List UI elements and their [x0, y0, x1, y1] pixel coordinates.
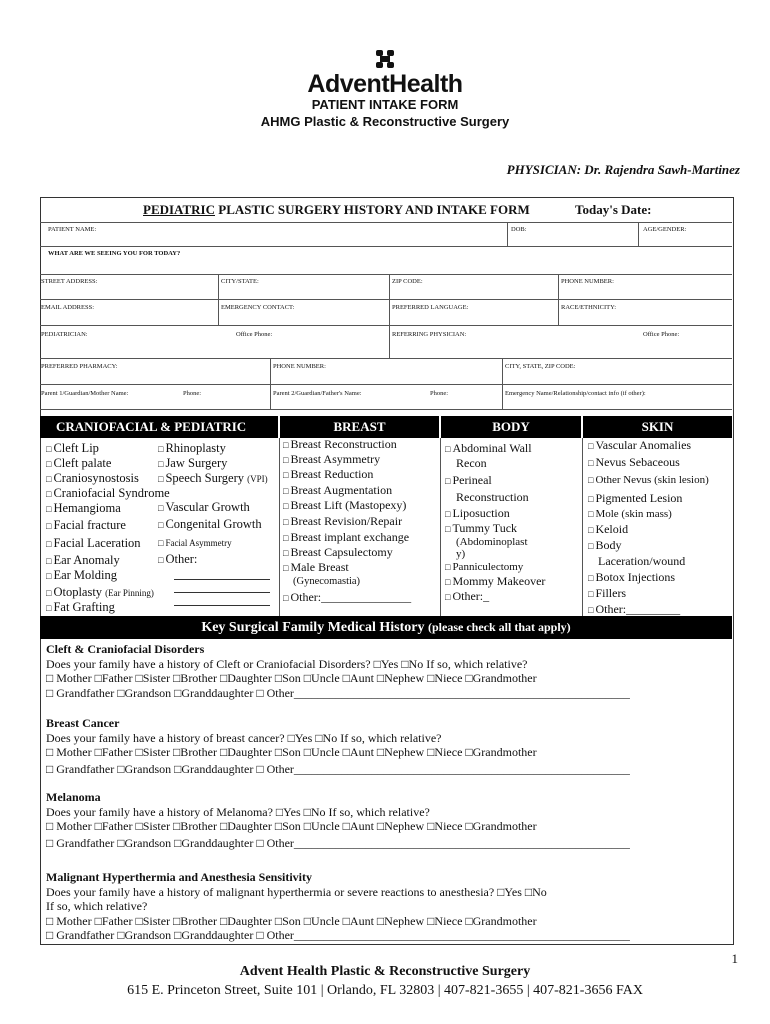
cleft-relatives-row1[interactable]: □ Mother □Father □Sister □Brother □Daughter □Son □Uncle □Aunt □Nephew □Niece □Grandmother — [46, 671, 537, 685]
skin-list — [588, 438, 732, 618]
checkbox-tummy-tuck[interactable]: □ Tummy Tuck — [445, 521, 518, 535]
checkbox-male-breast[interactable]: □ Male Breast — [283, 560, 349, 575]
checkbox-otoplasty[interactable]: □ Otoplasty (Ear Pinning) — [46, 585, 154, 599]
form-subtitle: AHMG Plastic & Reconstructive Surgery — [260, 114, 510, 129]
checkbox-panniculectomy[interactable]: □ Panniculectomy — [445, 561, 524, 573]
parent2-phone-field[interactable]: Phone: — [430, 390, 449, 397]
history-breast-cancer — [46, 716, 630, 776]
family-history-title: Key Surgical Family Medical History — [201, 620, 425, 635]
breast-relatives-row1[interactable]: □ Mother □Father □Sister □Brother □Daughter □Son □Uncle □Aunt □Nephew □Niece □Grandmother — [46, 745, 537, 759]
phone-number-field[interactable]: PHONE NUMBER: — [561, 278, 614, 285]
checkbox-craniofacial-syndrome[interactable]: □ Craniofacial Syndrome — [46, 486, 170, 500]
checkbox-breast-asymmetry[interactable]: □ Breast Asymmetry — [283, 451, 381, 466]
breast-relatives-row2[interactable]: □ Grandfather □Grandson □Granddaughter □ Other________________________________________________________ — [46, 761, 630, 776]
checkbox-liposuction[interactable]: □ Liposuction — [445, 506, 510, 520]
cleft-question[interactable]: Does your family have a history of Cleft or Craniofacial Disorders? □Yes □No If so, which relative? — [46, 656, 528, 671]
cleft-relatives-row2[interactable]: □ Grandfather □Grandson □Granddaughter □ Other________________________________________________________ — [46, 685, 630, 700]
checkbox-cranio-other[interactable]: □ Other: — [158, 552, 198, 566]
physician-label: PHYSICIAN: Dr. Rajendra Sawh-Martinez — [506, 162, 740, 177]
age-gender-field[interactable]: AGE/GENDER: — [643, 226, 687, 233]
title-rest: PLASTIC SURGERY HISTORY AND INTAKE FORM — [215, 202, 530, 217]
craniofacial-list-2 — [158, 441, 278, 606]
section-body: BODY — [441, 416, 581, 438]
history-cleft — [46, 642, 630, 700]
footer-practice-name: Advent Health Plastic & Reconstructive Surgery — [239, 964, 531, 979]
breast-cancer-question[interactable]: Does your family have a history of breast cancer? □Yes □No If so, which relative? — [46, 730, 442, 745]
parent1-phone-field[interactable]: Phone: — [183, 390, 202, 397]
brand-name: AdventHealth — [307, 70, 463, 98]
checkbox-rhinoplasty[interactable]: □ Rhinoplasty — [158, 441, 226, 455]
pediatrician-phone-field[interactable]: Office Phone: — [236, 331, 273, 338]
checkbox-cleft-palate[interactable]: □ Cleft palate — [46, 456, 112, 470]
checkbox-congenital-growth[interactable]: □ Congenital Growth — [158, 517, 262, 531]
melanoma-relatives-row2[interactable]: □ Grandfather □Grandson □Granddaughter □ Other________________________________________________________ — [46, 835, 630, 850]
checkbox-vascular-anomalies[interactable]: □ Vascular Anomalies — [588, 438, 692, 452]
pharmacy-city-field[interactable]: CITY, STATE, ZIP CODE: — [505, 363, 576, 370]
breast-list — [283, 438, 439, 606]
checkbox-body-other[interactable]: □ Other:_ — [445, 589, 490, 603]
checkbox-cleft-lip[interactable]: □ Cleft Lip — [46, 441, 99, 455]
mh-question[interactable]: Does your family have a history of malignant hyperthermia or severe reactions to anesthesia? □Yes □No — [46, 884, 547, 899]
checkbox-facial-asymmetry[interactable]: □ Facial Asymmetry — [158, 538, 232, 548]
race-ethnicity-field[interactable]: RACE/ETHNICITY: — [561, 304, 617, 311]
cleft-title: Cleft & Craniofacial Disorders — [46, 642, 205, 656]
pharmacy-field[interactable]: PREFERRED PHARMACY: — [41, 363, 118, 370]
checkbox-jaw-surgery[interactable]: □ Jaw Surgery — [158, 456, 228, 470]
checkbox-nevus-sebaceous[interactable]: □ Nevus Sebaceous — [588, 455, 680, 470]
perineal-cont: Reconstruction — [456, 490, 529, 504]
section-craniofacial: CRANIOFACIAL & PEDIATRIC — [40, 416, 278, 438]
pharmacy-phone-field[interactable]: PHONE NUMBER: — [273, 363, 326, 370]
checkbox-body-laceration[interactable]: □ Body — [588, 538, 622, 553]
male-breast-note: (Gynecomastia) — [293, 576, 361, 588]
checkbox-keloid[interactable]: □ Keloid — [588, 522, 629, 537]
checkbox-mommy-makeover[interactable]: □ Mommy Makeover — [445, 574, 546, 588]
patient-name-field[interactable]: PATIENT NAME: — [48, 226, 97, 233]
checkbox-abdominal-wall[interactable]: □ Abdominal Wall — [445, 441, 532, 455]
city-state-field[interactable]: CITY/STATE: — [221, 278, 259, 285]
checkbox-breast-reconstruction[interactable]: □ Breast Reconstruction — [283, 437, 397, 451]
mh-relatives-row1[interactable]: □ Mother □Father □Sister □Brother □Daughter □Son □Uncle □Aunt □Nephew □Niece □Grandmother — [46, 913, 537, 928]
parent2-name-field[interactable]: Parent 2/Guardian/Father's Name: — [273, 390, 362, 397]
family-history-note: (please check all that apply) — [428, 620, 571, 634]
mh-relatives-row2[interactable]: □ Grandfather □Grandson □Granddaughter □ Other________________________________________________________ — [46, 928, 630, 942]
checkbox-facial-laceration[interactable]: □ Facial Laceration — [46, 536, 141, 550]
title-pediatric: PEDIATRIC — [143, 202, 215, 217]
checkbox-breast-revision[interactable]: □ Breast Revision/Repair — [283, 513, 403, 528]
checkbox-perineal[interactable]: □ Perineal — [445, 473, 492, 487]
todays-date-label: Today's Date: — [575, 202, 652, 217]
preferred-language-field[interactable]: PREFERRED LANGUAGE: — [392, 304, 469, 311]
checkbox-facial-fracture[interactable]: □ Facial fracture — [46, 518, 126, 532]
emergency-contact-field[interactable]: EMERGENCY CONTACT: — [221, 304, 295, 311]
checkbox-breast-lift[interactable]: □ Breast Lift (Mastopexy) — [283, 498, 407, 513]
family-history-band — [40, 616, 732, 639]
breast-cancer-title: Breast Cancer — [46, 716, 120, 730]
checkbox-breast-other[interactable]: □ Other:_______________ — [283, 590, 412, 605]
street-address-field[interactable]: STREET ADDRESS: — [41, 278, 98, 285]
checkbox-skin-other[interactable]: □ Other:_________ — [588, 602, 681, 617]
body-laceration-cont: Laceration/wound — [598, 554, 686, 569]
body-list — [445, 441, 581, 604]
abdominal-wall-cont: Recon — [456, 456, 487, 470]
melanoma-question[interactable]: Does your family have a history of Melanoma? □Yes □No If so, which relative? — [46, 804, 430, 819]
referring-phone-field[interactable]: Office Phone: — [643, 331, 680, 338]
emergency-relationship-field[interactable]: Emergency Name/Relationship/contact info (if other): — [505, 390, 646, 397]
page-number: 1 — [731, 951, 738, 966]
melanoma-relatives-row1[interactable]: □ Mother □Father □Sister □Brother □Daughter □Son □Uncle □Aunt □Nephew □Niece □Grandmother — [46, 819, 537, 833]
checkbox-breast-augmentation[interactable]: □ Breast Augmentation — [283, 483, 393, 498]
reason-field[interactable]: WHAT ARE WE SEEING YOU FOR TODAY? — [48, 250, 181, 257]
checkbox-other-nevus[interactable]: □ Other Nevus (skin lesion) — [588, 474, 709, 487]
form-title: PATIENT INTAKE FORM — [311, 97, 459, 112]
section-breast: BREAST — [280, 416, 439, 438]
checkbox-ear-molding[interactable]: □ Ear Molding — [46, 568, 117, 582]
melanoma-title: Melanoma — [46, 790, 101, 804]
dob-field[interactable]: DOB: — [511, 226, 527, 233]
checkbox-pigmented-lesion[interactable]: □ Pigmented Lesion — [588, 490, 683, 505]
section-skin: SKIN — [583, 416, 732, 438]
history-melanoma — [46, 790, 630, 850]
checkbox-botox[interactable]: □ Botox Injections — [588, 569, 676, 584]
checkbox-hemangioma[interactable]: □ Hemangioma — [46, 501, 121, 515]
checkbox-craniosynostosis[interactable]: □ Craniosynostosis — [46, 471, 139, 485]
tummy-tuck-cont: (Abdominoplast — [456, 536, 528, 548]
checkbox-vascular-growth[interactable]: □ Vascular Growth — [158, 500, 250, 514]
checkbox-breast-implant-exchange[interactable]: □ Breast implant exchange — [283, 529, 410, 544]
checkbox-ear-anomaly[interactable]: □ Ear Anomaly — [46, 553, 120, 567]
checkbox-breast-reduction[interactable]: □ Breast Reduction — [283, 466, 374, 481]
checkbox-mole[interactable]: □ Mole (skin mass) — [588, 507, 672, 520]
email-field[interactable]: EMAIL ADDRESS: — [41, 304, 95, 311]
adventhealth-logo-icon — [374, 50, 396, 70]
parent1-name-field[interactable]: Parent 1/Guardian/Mother Name: — [41, 390, 129, 397]
mh-question-2: If so, which relative? — [46, 899, 148, 913]
mh-title: Malignant Hyperthermia and Anesthesia Sensitivity — [46, 870, 313, 884]
intake-form-title — [143, 202, 530, 218]
checkbox-fillers[interactable]: □ Fillers — [588, 585, 627, 600]
history-malignant-hyperthermia — [46, 870, 630, 943]
referring-physician-field[interactable]: REFERRING PHYSICIAN: — [392, 331, 467, 338]
footer-address: 615 E. Princeton Street, Suite 101 | Orlando, FL 32803 | 407-821-3655 | 407-821-3656 FAX — [127, 983, 643, 998]
tummy-tuck-cont2: y) — [456, 548, 466, 560]
zip-code-field[interactable]: ZIP CODE: — [392, 278, 423, 285]
checkbox-speech-surgery[interactable]: □ Speech Surgery (VPI) — [158, 471, 268, 485]
pediatrician-field[interactable]: PEDIATRICIAN: — [41, 331, 88, 338]
checkbox-fat-grafting[interactable]: □ Fat Grafting — [46, 600, 115, 614]
checkbox-breast-capsulectomy[interactable]: □ Breast Capsulectomy — [283, 544, 393, 559]
